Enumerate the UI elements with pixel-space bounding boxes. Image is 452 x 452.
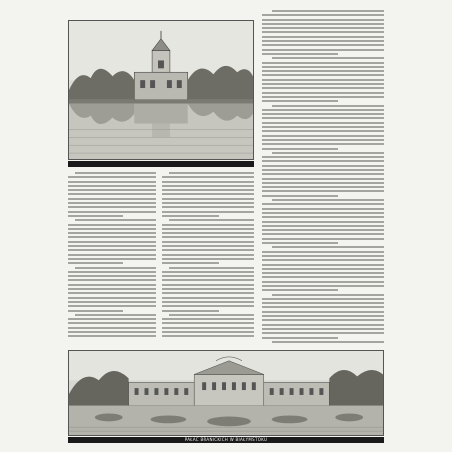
text-line xyxy=(162,279,254,281)
middle-column-lines xyxy=(162,172,254,337)
text-line xyxy=(68,206,156,208)
text-line xyxy=(68,301,156,303)
text-line xyxy=(162,254,254,256)
text-line xyxy=(262,139,384,141)
text-line xyxy=(262,315,384,317)
text-line xyxy=(68,288,156,290)
text-line xyxy=(262,319,384,321)
text-line xyxy=(262,302,384,304)
text-line xyxy=(162,241,254,243)
text-line xyxy=(162,202,254,204)
text-line xyxy=(272,10,384,12)
text-line xyxy=(262,178,384,180)
text-line xyxy=(262,212,384,214)
text-line xyxy=(262,186,384,188)
text-line xyxy=(162,249,254,251)
text-line xyxy=(68,193,156,195)
text-line xyxy=(68,262,123,264)
text-line xyxy=(262,242,338,244)
text-line xyxy=(162,335,254,337)
text-line xyxy=(162,292,254,294)
text-line xyxy=(262,311,384,313)
text-line xyxy=(68,331,156,333)
text-line xyxy=(262,160,384,162)
text-line xyxy=(272,57,384,59)
text-line xyxy=(262,272,384,274)
text-line xyxy=(262,328,384,330)
text-line xyxy=(262,285,384,287)
text-line xyxy=(262,238,384,240)
text-line xyxy=(262,251,384,253)
text-line xyxy=(262,122,384,124)
text-line xyxy=(262,74,384,76)
text-line xyxy=(262,276,384,278)
text-line xyxy=(169,219,254,221)
text-line xyxy=(262,126,384,128)
text-line xyxy=(162,262,219,264)
text-line xyxy=(262,27,384,29)
text-line xyxy=(68,292,156,294)
text-line xyxy=(262,182,384,184)
top-illustration-caption xyxy=(68,161,254,167)
text-line xyxy=(262,289,338,291)
text-line xyxy=(262,44,384,46)
text-line xyxy=(68,310,123,312)
text-line xyxy=(75,219,156,221)
text-line xyxy=(262,216,384,218)
text-line xyxy=(272,152,384,154)
text-line xyxy=(68,284,156,286)
text-line xyxy=(162,310,219,312)
text-line xyxy=(162,288,254,290)
bottom-caption-text: PAŁAC BRANICKICH W BIAŁYMSTOKU xyxy=(184,437,268,442)
text-line xyxy=(169,314,254,316)
text-line xyxy=(68,181,156,183)
text-line xyxy=(162,301,254,303)
text-line xyxy=(262,87,384,89)
text-line xyxy=(262,165,384,167)
text-line xyxy=(68,305,156,307)
text-line xyxy=(68,297,156,299)
text-line xyxy=(75,172,156,174)
text-line xyxy=(162,322,254,324)
text-line xyxy=(262,143,384,145)
text-line xyxy=(162,198,254,200)
text-line xyxy=(162,215,219,217)
text-line xyxy=(262,259,384,261)
text-line xyxy=(68,335,156,337)
text-line xyxy=(262,229,384,231)
text-line xyxy=(68,275,156,277)
text-line xyxy=(262,148,338,150)
text-line xyxy=(162,331,254,333)
text-line xyxy=(68,224,156,226)
text-line xyxy=(68,185,156,187)
text-line xyxy=(68,322,156,324)
text-line xyxy=(162,185,254,187)
middle-text-column xyxy=(162,172,254,342)
text-line xyxy=(162,318,254,320)
text-line xyxy=(68,241,156,243)
text-line xyxy=(262,221,384,223)
left-column-lines xyxy=(68,172,156,337)
text-line xyxy=(272,105,384,107)
text-line xyxy=(262,62,384,64)
right-column-lines xyxy=(262,10,384,343)
text-line xyxy=(262,79,384,81)
bottom-illustration xyxy=(68,350,384,436)
text-line xyxy=(262,100,338,102)
text-line xyxy=(262,203,384,205)
text-line xyxy=(68,215,123,217)
text-line xyxy=(162,181,254,183)
text-line xyxy=(162,236,254,238)
text-line xyxy=(262,135,384,137)
pavilion-engraving xyxy=(69,21,253,159)
text-line xyxy=(262,40,384,42)
text-line xyxy=(262,337,338,339)
text-line xyxy=(262,268,384,270)
text-line xyxy=(162,206,254,208)
text-line xyxy=(262,66,384,68)
text-line xyxy=(162,297,254,299)
text-line xyxy=(162,258,254,260)
text-line xyxy=(272,246,384,248)
text-line xyxy=(75,314,156,316)
text-line xyxy=(162,271,254,273)
text-line xyxy=(68,258,156,260)
right-text-column xyxy=(262,10,384,346)
text-line xyxy=(262,109,384,111)
text-line xyxy=(162,224,254,226)
text-line xyxy=(262,195,338,197)
text-line xyxy=(262,190,384,192)
text-line xyxy=(68,279,156,281)
text-line xyxy=(262,264,384,266)
text-line xyxy=(68,318,156,320)
text-line xyxy=(68,232,156,234)
text-line xyxy=(262,49,384,51)
text-line xyxy=(262,156,384,158)
text-line xyxy=(272,199,384,201)
text-line xyxy=(262,281,384,283)
text-line xyxy=(262,298,384,300)
text-line xyxy=(68,245,156,247)
text-line xyxy=(68,327,156,329)
text-line xyxy=(272,341,384,343)
text-line xyxy=(262,173,384,175)
text-line xyxy=(262,83,384,85)
text-line xyxy=(262,225,384,227)
text-line xyxy=(262,19,384,21)
bottom-illustration-caption xyxy=(68,437,384,443)
text-line xyxy=(68,249,156,251)
text-line xyxy=(262,53,338,55)
text-line xyxy=(68,189,156,191)
text-line xyxy=(262,36,384,38)
left-text-column xyxy=(68,172,156,342)
text-line xyxy=(262,130,384,132)
text-line xyxy=(68,228,156,230)
text-line xyxy=(162,176,254,178)
text-line xyxy=(262,208,384,210)
text-line xyxy=(162,284,254,286)
text-line xyxy=(262,113,384,115)
text-line xyxy=(68,202,156,204)
text-line xyxy=(162,245,254,247)
text-line xyxy=(262,96,384,98)
text-line xyxy=(162,327,254,329)
text-line xyxy=(68,176,156,178)
text-line xyxy=(162,305,254,307)
text-line xyxy=(262,31,384,33)
text-line xyxy=(68,254,156,256)
text-line xyxy=(262,332,384,334)
text-line xyxy=(75,267,156,269)
text-line xyxy=(68,271,156,273)
text-line xyxy=(169,172,254,174)
text-line xyxy=(162,211,254,213)
text-line xyxy=(262,255,384,257)
text-line xyxy=(262,324,384,326)
palace-engraving xyxy=(69,351,383,435)
text-line xyxy=(262,169,384,171)
text-line xyxy=(262,233,384,235)
text-line xyxy=(162,228,254,230)
top-illustration xyxy=(68,20,254,160)
text-line xyxy=(68,211,156,213)
text-line xyxy=(162,275,254,277)
text-line xyxy=(162,193,254,195)
text-line xyxy=(162,232,254,234)
text-line xyxy=(68,198,156,200)
text-line xyxy=(262,306,384,308)
text-line xyxy=(169,267,254,269)
text-line xyxy=(272,294,384,296)
text-line xyxy=(262,92,384,94)
text-line xyxy=(262,14,384,16)
text-line xyxy=(262,117,384,119)
text-line xyxy=(68,236,156,238)
text-line xyxy=(262,70,384,72)
text-line xyxy=(162,189,254,191)
text-line xyxy=(262,23,384,25)
